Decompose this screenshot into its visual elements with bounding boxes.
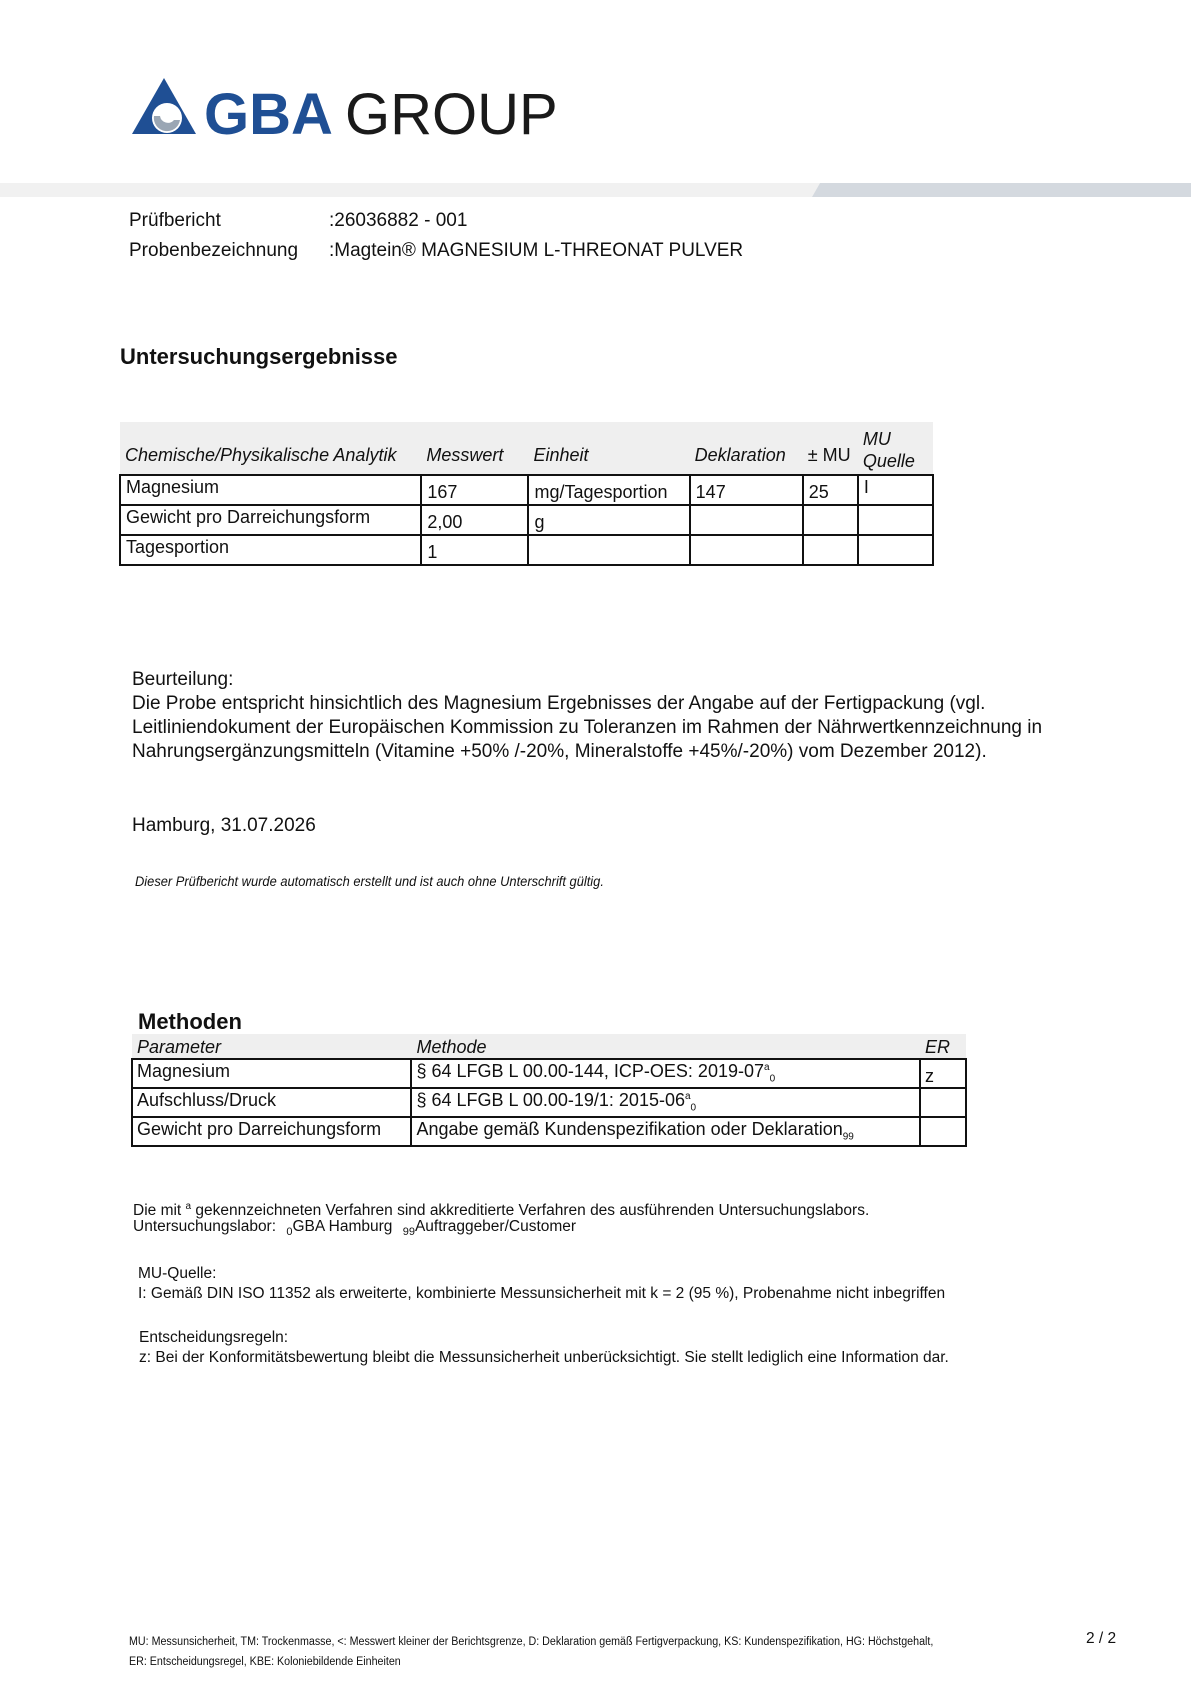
cell-method — [411, 1117, 920, 1146]
lab-99-marker: 99 — [402, 1226, 415, 1239]
results-table — [119, 422, 934, 566]
cell-declaration: 147 — [690, 475, 803, 505]
cell-source: I — [858, 475, 933, 505]
cell-parameter: Magnesium — [132, 1059, 411, 1088]
table-row — [120, 505, 933, 535]
cell-value: 2,00 — [421, 505, 528, 535]
sample-name: :Magtein® MAGNESIUM L-THREONAT PULVER — [329, 240, 744, 261]
methods-table — [131, 1034, 967, 1147]
table-row — [132, 1117, 966, 1146]
lab-0-marker: 0 — [286, 1226, 293, 1239]
table-row — [120, 475, 933, 505]
logo-gba-text: GBA — [204, 82, 333, 146]
cell-unit — [528, 535, 689, 565]
header-band — [0, 183, 1191, 197]
method-text: § 64 LFGB L 00.00-144, ICP-OES: 2019-07 — [416, 1061, 764, 1081]
cell-method — [411, 1059, 920, 1088]
header-mu: ± MU — [803, 422, 858, 475]
header-value: Messwert — [421, 422, 528, 475]
logo-group-text: GROUP — [345, 82, 558, 146]
header-unit: Einheit — [528, 422, 689, 475]
cell-er — [920, 1117, 966, 1146]
results-title: Untersuchungsergebnisse — [120, 344, 398, 369]
footer-abbreviations — [129, 1632, 947, 1672]
cell-parameter: Gewicht pro Darreichungsform — [132, 1117, 411, 1146]
sample-label: Probenbezeichnung — [129, 240, 299, 261]
place-date: Hamburg, 31.07.2026 — [132, 815, 316, 836]
logo-mark-icon — [132, 78, 196, 134]
lab-label: Untersuchungslabor: — [133, 1218, 277, 1235]
lab-note — [133, 1217, 576, 1242]
cell-mu — [803, 505, 858, 535]
lab-marker: 99 — [842, 1131, 854, 1143]
lab-marker: 0 — [690, 1102, 697, 1114]
table-row — [120, 535, 933, 565]
lab-0-name: GBA Hamburg — [292, 1218, 393, 1235]
cell-name: Tagesportion — [120, 535, 421, 565]
header-method: Methode — [411, 1034, 920, 1059]
cell-declaration — [690, 535, 803, 565]
table-row — [132, 1059, 966, 1088]
accredited-marker: a — [684, 1091, 691, 1102]
report-label: Prüfbericht — [129, 210, 221, 231]
cell-source — [858, 505, 933, 535]
page-number: 2 / 2 — [1086, 1630, 1117, 1647]
assessment-line-3: Nahrungsergänzungsmitteln (Vitamine +50% /-20%, Mineralstoffe +45%/-20%) vom Dezember 2012). — [132, 741, 987, 762]
cell-parameter: Aufschluss/Druck — [132, 1088, 411, 1117]
decision-rules-text: z: Bei der Konformitätsbewertung bleibt die Messunsicherheit unberücksichtigt. Sie stellt lediglich eine Information dar. — [139, 1349, 949, 1366]
methods-title: Methoden — [138, 1009, 242, 1034]
assessment-line-2: Leitliniendokument der Europäischen Kommission zu Toleranzen im Rahmen der Nährwertkennzeichnung in — [132, 717, 1043, 738]
cell-name: Gewicht pro Darreichungsform — [120, 505, 421, 535]
header-er: ER — [920, 1034, 966, 1059]
assessment-line-1: Die Probe entspricht hinsichtlich des Magnesium Ergebnisses der Angabe auf der Fertigpackung (vgl. — [132, 693, 986, 714]
auto-generated-note: Dieser Prüfbericht wurde automatisch erstellt und ist auch ohne Unterschrift gültig. — [135, 873, 604, 889]
accredited-marker: a — [764, 1062, 770, 1073]
report-number: :26036882 - 001 — [329, 210, 468, 231]
decision-rules-label: Entscheidungsregeln: — [139, 1329, 289, 1346]
lab-99-name: Auftraggeber/Customer — [414, 1218, 577, 1235]
cell-method — [411, 1088, 920, 1117]
company-logo — [130, 76, 560, 146]
header-mu-source — [858, 422, 933, 475]
method-text: Angabe gemäß Kundenspezifikation oder Deklaration — [416, 1119, 843, 1139]
cell-source — [858, 535, 933, 565]
accreditation-note-post: gekennzeichneten Verfahren sind akkreditierte Verfahren des ausführenden Untersuchungslabors. — [195, 1202, 870, 1220]
mu-source-text: I: Gemäß DIN ISO 11352 als erweiterte, kombinierte Messunsicherheit mit k = 2 (95 %), Probenahme nicht inbegriffen — [138, 1285, 946, 1302]
methods-header-row — [132, 1034, 966, 1059]
cell-mu — [803, 535, 858, 565]
cell-unit: mg/Tagesportion — [528, 475, 689, 505]
footer-line-1: MU: Messunsicherheit, TM: Trockenmasse, <: Messwert kleiner der Berichtsgrenze, D: Deklaration gemäß Fertigverpackung, KS: Kundenspezifikation, HG: Höchstgehalt, — [129, 1636, 934, 1648]
method-text: § 64 LFGB L 00.00-19/1: 2015-06 — [416, 1090, 685, 1110]
accreditation-note-marker: a — [185, 1201, 192, 1212]
cell-value: 1 — [421, 535, 528, 565]
cell-er: z — [920, 1059, 966, 1088]
header-analysis: Chemische/Physikalische Analytik — [120, 422, 421, 475]
table-row — [132, 1088, 966, 1117]
lab-marker: 0 — [769, 1073, 776, 1085]
mu-source-label: MU-Quelle: — [138, 1265, 217, 1282]
results-header-row — [120, 422, 933, 475]
accreditation-note-pre: Die mit — [133, 1202, 182, 1220]
cell-declaration — [690, 505, 803, 535]
cell-mu: 25 — [803, 475, 858, 505]
header-mu-source-line1: MU — [862, 429, 891, 449]
header-mu-source-line2: Quelle — [862, 451, 915, 471]
header-parameter: Parameter — [132, 1034, 411, 1059]
cell-name: Magnesium — [120, 475, 421, 505]
header-declaration: Deklaration — [690, 422, 803, 475]
cell-er — [920, 1088, 966, 1117]
footer-line-2: ER: Entscheidungsregel, KBE: Koloniebildende Einheiten — [129, 1656, 401, 1668]
assessment-label: Beurteilung: — [132, 669, 234, 690]
cell-unit: g — [528, 505, 689, 535]
cell-value: 167 — [421, 475, 528, 505]
